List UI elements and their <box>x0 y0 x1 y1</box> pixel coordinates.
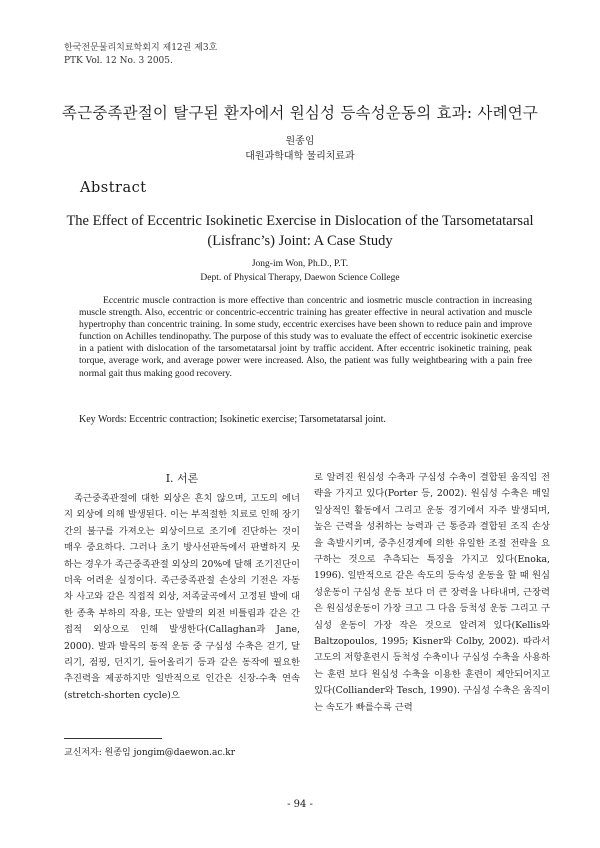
corresponding-author-note: 교신저자: 원종임 jongim@daewon.ac.kr <box>64 748 236 758</box>
paper-title-ko: 족근중족관절이 탈구된 환자에서 원심성 등속성운동의 효과: 사례연구 <box>61 104 539 122</box>
body-column-left <box>64 491 300 704</box>
author-block-ko <box>0 134 600 164</box>
author-affiliation-en: Dept. of Physical Therapy, Daewon Science College <box>200 273 400 283</box>
author-affiliation-ko: 대원과학대학 물리치료과 <box>245 151 355 162</box>
page-number: - 94 - <box>287 799 313 810</box>
author-name-ko: 원종임 <box>285 136 315 147</box>
journal-name-en: PTK Vol. 12 No. 3 2005. <box>64 56 173 66</box>
author-name-en: Jong-im Won, Ph.D., P.T. <box>251 259 349 269</box>
journal-name-ko: 한국전문물리치료학회지 제12권 제3호 <box>64 43 218 53</box>
body-column-right <box>314 470 550 716</box>
author-block-en <box>0 257 600 285</box>
body-paragraph-left: 족근중족관절에 대한 외상은 흔치 않으며, 고도의 에너지 외상에 의해 발생된다. 이는 부적절한 치료로 인해 장기간의 불구를 가져오는 외상이므로 조기에 진단하는 것이 매우 중요하다. 그러나 초기 방사선판독에서 판별하지 못하는 경우가 족근중족관절 외상의 20%에 달해 조기진단이 더욱 어려운 실정이다. 족근중족관절 손상의 기전은 자동차 사고와 같은 직접적 외상, 저족굴곡에서 고정된 발에 대한 종축 부하의 작용, 또는 앞발의 외전 비틀림과 같은 간접적 외상으로 인해 발생한다(Callaghan과 Jane, 2000). 발과 발목의 동적 운동 중 구심성 수축은 걷기, 달리기, 점핑, 던지기, 들어올리기 등과 같은 동작에 필요한 추진력을 제공하지만 일반적으로 인간은 신장-수축 연속(stretch-shorten cycle)으 <box>64 493 300 701</box>
section-heading-introduction: Ⅰ. 서론 <box>165 472 199 485</box>
body-paragraph-right: 로 알려진 원심성 수축과 구심성 수축이 결합된 움직임 전략을 가지고 있다(Porter 등, 2002). 원심성 수축은 매일 일상적인 활동에서 그리고 운동 경기에서 자주 발생되며, 높은 근력을 성취하는 능력과 근 통증과 결합된 조직 손상을 촉발시키며, 중추신경계에 의한 유일한 조절 전략을 요구하는 것으로 추측되는 특징을 가지고 있다(Enoka, 1996). 일반적으로 같은 속도의 등속성 운동을 할 때 원심성운동이 구심성 운동 보다 더 큰 장력을 나타내며, 근장력은 원심성운동이 가장 크고 그 다음 등척성 운동 그리고 구심성 운동이 가장 작은 것으로 알려져 있다(Kellis와 Baltzopoulos, 1995; Kisner와 Colby, 2002). 따라서 고도의 저항훈련시 등척성 수축이나 구심성 수축을 사용하는 훈련 보다 원심성 수축을 이용한 훈련이 제안되어지고 있다(Colliander와 Tesch, 1990). 구심성 수축은 움직이는 속도가 빠를수록 근력 <box>314 472 550 713</box>
abstract-body: Eccentric muscle contraction is more effective than concentric and iosmetric muscle contraction in increasing muscle strength. Also, eccentric or concentric-eccentric training has greater effective in neural activation and muscle hypertrophy than concentric training. In some study, eccentric exercises have been shown to reduce pain and improve function on Achilles tendinopathy. The purpose of this study was to evaluate the effect of eccentric isokinetic exercise in a patient with dislocation of the tarsometatarsal joint by traffic accident. After eccentric isokinetic training, peak torque, average work, and average power were increased. Also, the patient was fully weightbearing with a pain free normal gait thus making good recovery. <box>79 295 532 379</box>
abstract-heading: Abstract <box>80 180 147 196</box>
journal-header <box>64 42 217 68</box>
paper-title-en: The Effect of Eccentric Isokinetic Exercise in Dislocation of the Tarsometatarsal (Lisfranc’s) Joint: A Case Study <box>66 213 534 249</box>
keywords: Key Words: Eccentric contraction; Isokinetic exercise; Tarsometatarsal joint. <box>79 414 386 425</box>
footnote-divider <box>64 738 162 739</box>
